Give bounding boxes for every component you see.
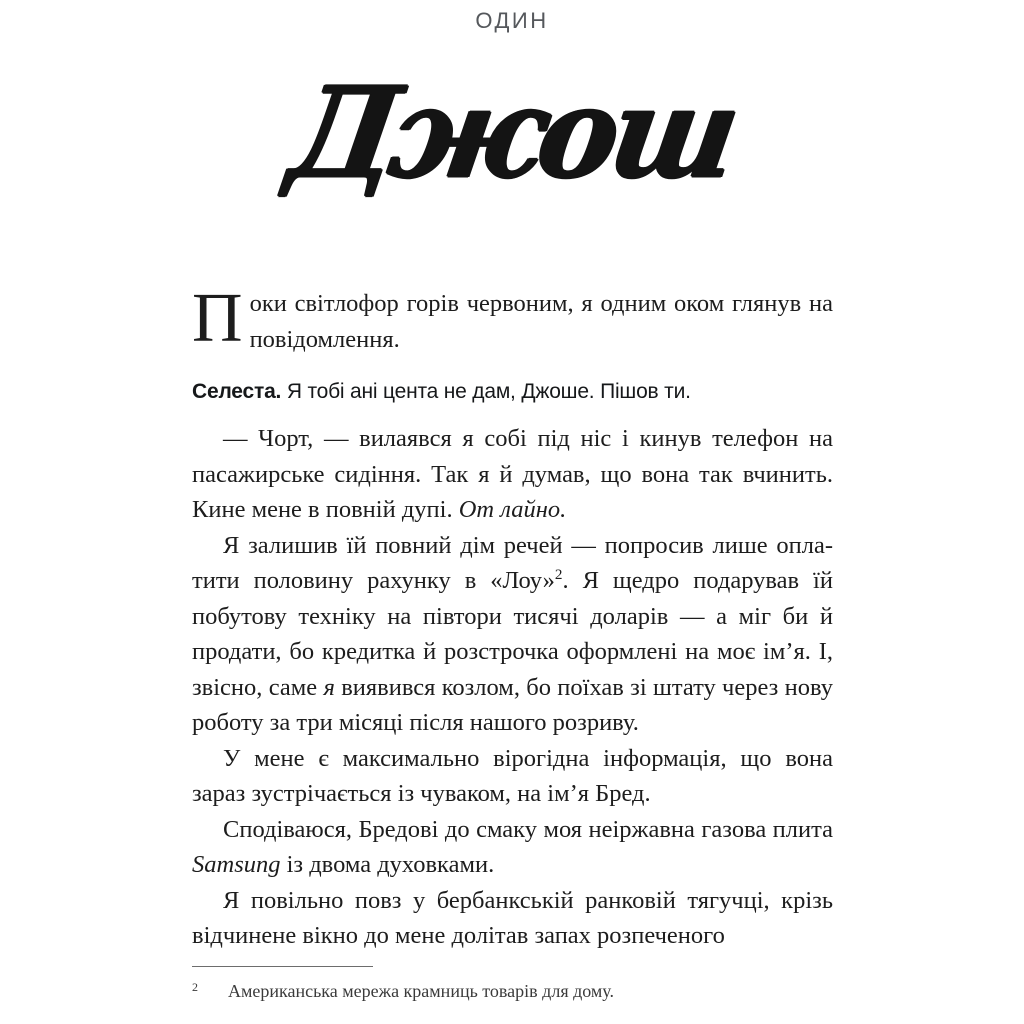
- footnote-number: 2: [192, 980, 198, 994]
- footnote-marker-icon[interactable]: 2: [554, 565, 563, 583]
- text-message-line: [192, 377, 833, 407]
- message-sender-name: Селеста.: [192, 380, 282, 403]
- footnote-entry: [192, 979, 852, 1003]
- message-body-text: Я тобі ані цента не дам, Джоше. Пішов ти.: [286, 380, 691, 403]
- chapter-eyebrow: ОДИН: [475, 8, 549, 33]
- chapter-title-container: [0, 58, 1024, 214]
- paragraph-zalyshyv: [192, 528, 833, 741]
- footnote-separator-rule: [192, 966, 373, 967]
- paragraph-informacia: [192, 741, 833, 812]
- paragraph-spodivayusya-tail: із двома духовками.: [280, 851, 495, 878]
- paragraph-informacia-lead: У мене є максимально вірогідна інформація, що вона зараз зустрічається із чуваком, на ім’я Бред.: [192, 744, 833, 807]
- footnote-area: [192, 966, 852, 1003]
- paragraph-zalyshyv-mid: . Я щедро подарував їй побутову техніку на півтори тисячі доларів — а міг би й продати, бо кредитка й розстрочка оформлені на моє ім’я. І, звісно, саме: [192, 567, 833, 701]
- paragraph-zalyshyv-lead: Я залишив їй повний дім речей — попросив лише оплатити половину рахунку в «Лоу»: [192, 531, 833, 594]
- paragraph-chort-lead: — Чорт, — вилаявся я собі під ніс і кинув телефон на пасажирське сидіння. Так я й думав, що вона так вчинить. Кине мене в повній дупі.: [192, 425, 833, 523]
- drop-cap: П: [192, 280, 243, 357]
- body-text-column: [192, 280, 833, 954]
- footnote-text: Американська мережа крамниць товарів для дому.: [228, 981, 614, 1001]
- opening-paragraph-text: оки світлофор горів червоним, я одним оком глянув на повідомлення.: [249, 290, 833, 353]
- paragraph-spodivayusya-italic: Samsung: [192, 851, 281, 878]
- paragraph-chort-italic: От лайно.: [458, 496, 567, 523]
- paragraph-zalyshyv-tail: виявився козлом, бо поїхав зі штату через нову роботу за три місяці після нашого розриву.: [192, 673, 833, 736]
- paragraph-chort: [192, 421, 833, 528]
- paragraph-zalyshyv-italic: я: [323, 673, 335, 701]
- paragraph-spodivayusya: [192, 812, 833, 883]
- chapter-title: Джош: [281, 58, 744, 207]
- opening-paragraph: [192, 280, 833, 357]
- paragraph-spodivayusya-lead: Сподіваюся, Бредові до смаку моя неіржавна газова плита: [223, 815, 833, 843]
- paragraph-povz: [192, 883, 833, 954]
- paragraph-povz-lead: Я повільно повз у бербанкській ранковій тягучці, крізь відчинене вікно до мене долітав запах розпеченого: [192, 886, 833, 949]
